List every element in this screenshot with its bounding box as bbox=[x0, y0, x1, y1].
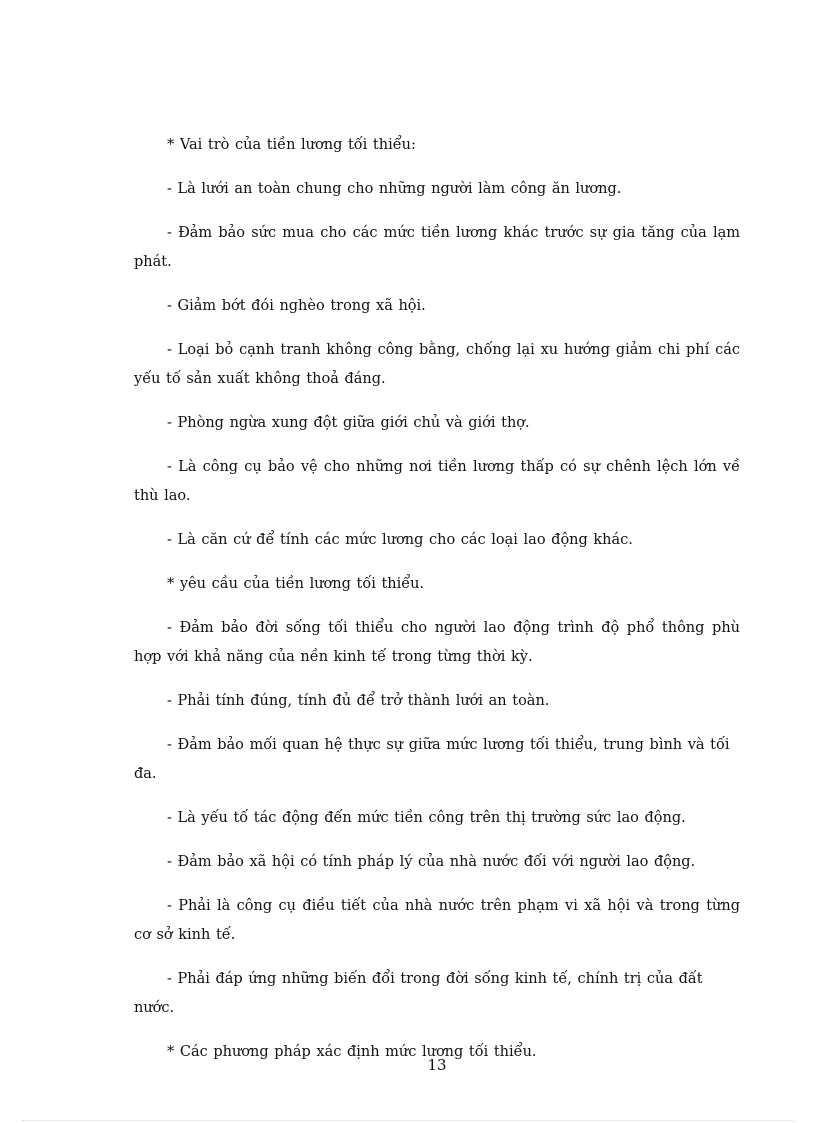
paragraph-prevent-conflict: - Phòng ngừa xung đột giữa giới chủ và giới thợ. bbox=[167, 415, 530, 431]
heading-requirements: * yêu cầu của tiền lương tối thiểu. bbox=[167, 576, 425, 592]
paragraph-regulation-tool: - Phải là công cụ điều tiết của nhà nước trên phạm vi xã hội và trong từng cơ sở kinh tế. bbox=[134, 898, 740, 943]
paragraph-respond-to-changes: - Phải đáp ứng những biến đổi trong đời sống kinh tế, chính trị của đất nước. bbox=[134, 971, 703, 1016]
page-bottom-divider bbox=[22, 1120, 794, 1121]
paragraph-minimum-living: - Đảm bảo đời sống tối thiểu cho người lao động trình độ phổ thông phù hợp với khả năng của nền kinh tế trong từng thời kỳ. bbox=[134, 620, 740, 665]
page-number: 13 bbox=[427, 1056, 447, 1074]
paragraph-reduce-poverty: - Giảm bớt đói nghèo trong xã hội. bbox=[167, 298, 426, 314]
document-body bbox=[134, 131, 740, 1082]
paragraph-wage-relationship: - Đảm bảo mối quan hệ thực sự giữa mức lương tối thiểu, trung bình và tối đa. bbox=[134, 737, 730, 782]
paragraph-protection-tool: - Là công cụ bảo vệ cho những nơi tiền lương thấp có sự chênh lệch lớn về thù lao. bbox=[134, 459, 740, 504]
paragraph-purchasing-power: - Đảm bảo sức mua cho các mức tiền lương khác trước sự gia tăng của lạm phát. bbox=[134, 225, 740, 270]
paragraph-legal-basis: - Đảm bảo xã hội có tính pháp lý của nhà nước đối với người lao động. bbox=[167, 854, 696, 870]
paragraph-market-impact: - Là yếu tố tác động đến mức tiền công trên thị trường sức lao động. bbox=[167, 810, 686, 826]
paragraph-safety-net: - Là lưới an toàn chung cho những người làm công ăn lương. bbox=[167, 181, 622, 197]
heading-determination-methods: * Các phương pháp xác định mức lương tối thiểu. bbox=[167, 1044, 537, 1060]
paragraph-basis-for-wages: - Là căn cứ để tính các mức lương cho các loại lao động khác. bbox=[167, 532, 633, 548]
heading-role-of-minimum-wage: * Vai trò của tiền lương tối thiểu: bbox=[167, 137, 416, 153]
paragraph-fair-competition: - Loại bỏ cạnh tranh không công bằng, chống lại xu hướng giảm chi phí các yếu tố sản xuất không thoả đáng. bbox=[134, 342, 740, 387]
paragraph-calculate-correctly: - Phải tính đúng, tính đủ để trở thành lưới an toàn. bbox=[167, 693, 550, 709]
